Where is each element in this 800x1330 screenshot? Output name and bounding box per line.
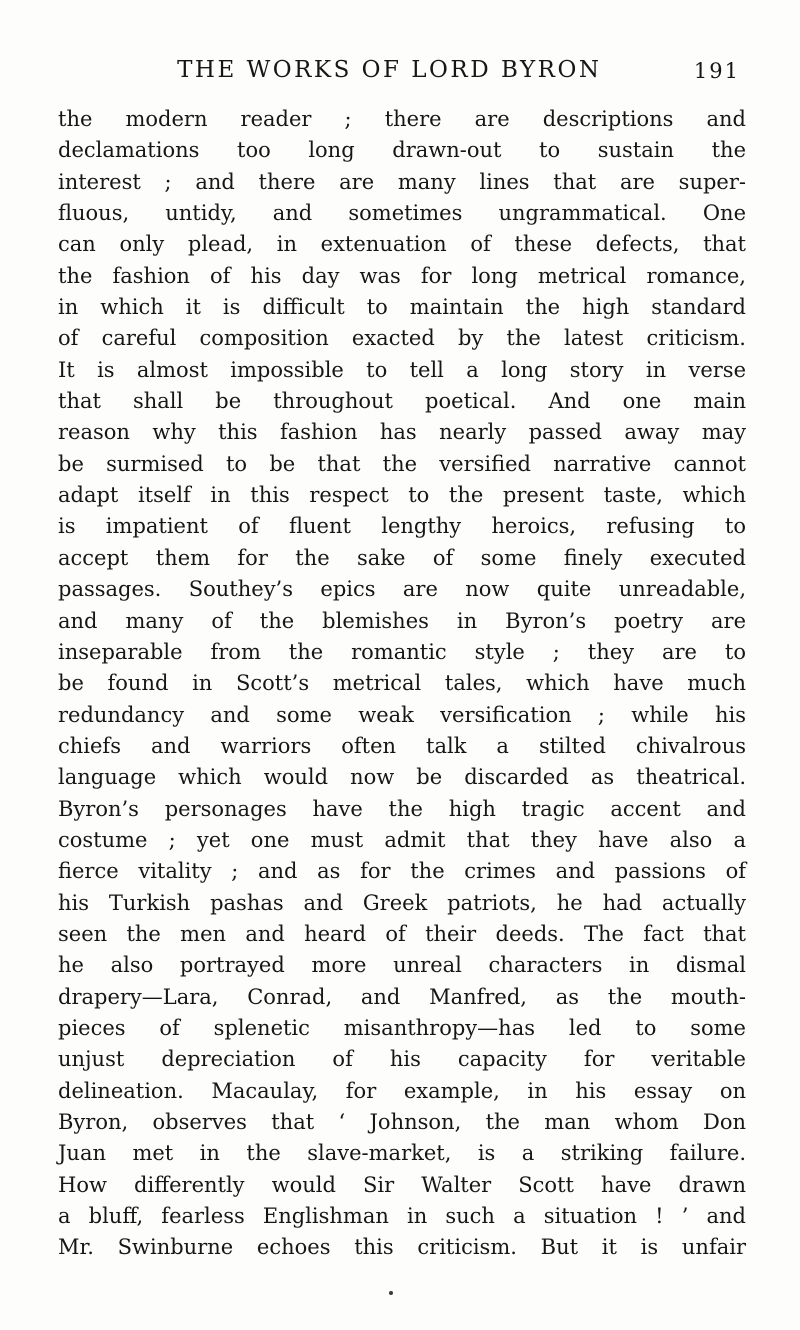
text-line: unjust depreciation of his capacity for veritable (58, 1047, 746, 1072)
text-line: passages. Southey’s epics are now quite unreadable, (58, 577, 746, 602)
text-line: the modern reader ; there are descriptions and (58, 107, 746, 131)
text-line: he also portrayed more unreal characters in dismal (58, 953, 746, 978)
text-line: a bluff, fearless Englishman in such a situation ! ’ and (58, 1204, 746, 1229)
text-line: inseparable from the romantic style ; they are to (58, 639, 746, 664)
print-speck (389, 1291, 393, 1295)
page-number: 191 (693, 59, 740, 83)
text-line: costume ; yet one must admit that they have also a (58, 827, 746, 852)
page-title: THE WORKS OF LORD BYRON (177, 57, 602, 83)
text-line: that shall be throughout poetical. And one main (58, 389, 746, 414)
text-line: adapt itself in this respect to the present taste, which (58, 483, 746, 508)
text-line: in which it is difficult to maintain the high standard (58, 295, 746, 320)
text-line: delineation. Macaulay, for example, in his essay on (58, 1078, 746, 1103)
text-line: It is almost impossible to tell a long story in verse (58, 357, 746, 382)
text-line: of careful composition exacted by the latest criticism. (58, 326, 746, 351)
text-line: be found in Scott’s metrical tales, which have much (58, 671, 746, 696)
text-line: drapery—Lara, Conrad, and Manfred, as the mouth- (58, 984, 746, 1009)
text-line: Juan met in the slave-market, is a striking failure. (58, 1141, 746, 1166)
running-header (58, 57, 746, 91)
text-line: fierce vitality ; and as for the crimes and passions of (58, 859, 746, 884)
text-line: Byron’s personages have the high tragic accent and (58, 796, 746, 821)
text-line: interest ; and there are many lines that are super- (58, 169, 746, 194)
text-line: chiefs and warriors often talk a stilted chivalrous (58, 733, 746, 758)
text-line: reason why this fashion has nearly passed away may (58, 420, 746, 445)
text-line: fluous, untidy, and sometimes ungrammatical. One (58, 201, 746, 226)
text-line: Byron, observes that ‘ Johnson, the man whom Don (58, 1110, 746, 1134)
text-line: accept them for the sake of some finely executed (58, 545, 746, 570)
text-line: the fashion of his day was for long metrical romance, (58, 263, 746, 288)
text-line: and many of the blemishes in Byron’s poetry are (58, 608, 746, 633)
body-text (58, 104, 746, 1264)
text-line: How differently would Sir Walter Scott have drawn (58, 1172, 746, 1197)
text-line: is impatient of fluent lengthy heroics, refusing to (58, 514, 746, 539)
text-line: redundancy and some weak versification ; while his (58, 702, 746, 727)
text-line: be surmised to be that the versified narrative cannot (58, 451, 746, 476)
text-line: seen the men and heard of their deeds. The fact that (58, 921, 746, 946)
text-line: language which would now be discarded as theatrical. (58, 765, 746, 790)
text-line: his Turkish pashas and Greek patriots, he had actually (58, 890, 746, 915)
text-line: Mr. Swinburne echoes this criticism. But it is unfair (58, 1235, 746, 1260)
text-line: can only plead, in extenuation of these defects, that (58, 232, 746, 257)
text-line: declamations too long drawn-out to sustain the (58, 138, 746, 163)
text-line: pieces of splenetic misanthropy—has led to some (58, 1015, 746, 1040)
